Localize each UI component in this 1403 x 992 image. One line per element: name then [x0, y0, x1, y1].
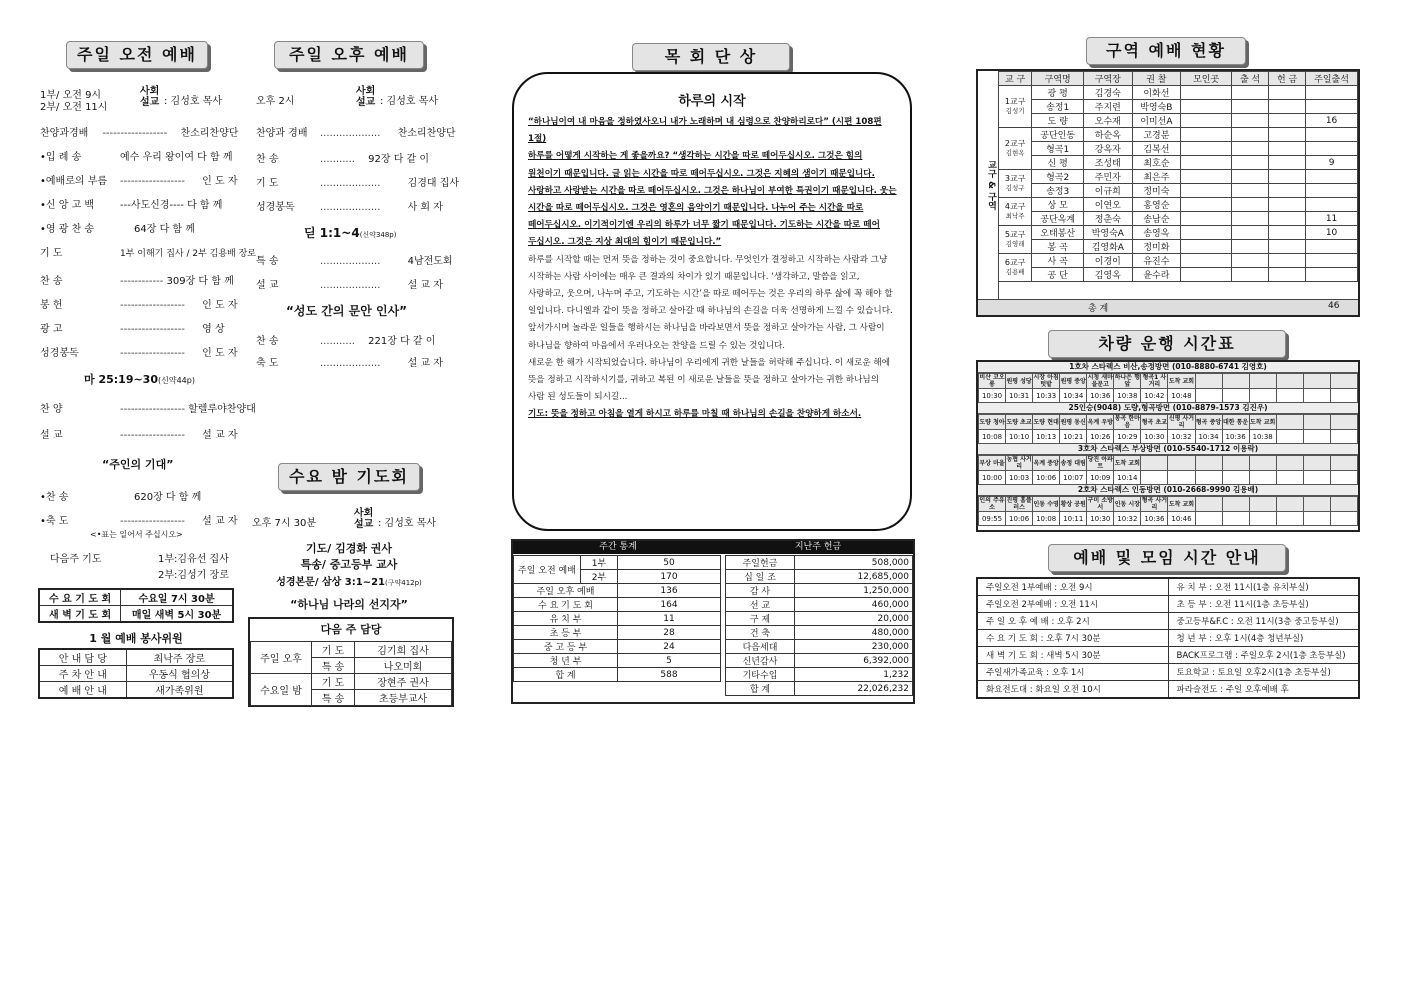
- table-row: 비산 코오롱 원평 성당 시장 아침텃밭 원평 중앙 시청 새마을문고 하나은 행 앞 형곡1 사거리 도착 교회: [979, 374, 1358, 389]
- table-row: 신년감사 6,392,000: [726, 654, 913, 668]
- wednesday-leader-label: 사회 설교: [354, 508, 374, 530]
- afternoon-item: 기 도 ................... 김경대 집사: [256, 178, 460, 189]
- table-row: 신 평 조성태 최호순 9: [999, 156, 1358, 170]
- table-row: 감 사 1,250,000: [726, 584, 913, 598]
- table-row: 4교구 최낙주 상 모 이연오 홍영순: [999, 198, 1358, 212]
- table-row: 2교구 김현옥 공단인동 하순옥 고경분: [999, 128, 1358, 142]
- morning-item: 찬양과경배 ------------------ 찬소리찬양단: [40, 128, 239, 139]
- table-row: 새 벽 기 도 회 매일 새벽 5시 30분: [39, 606, 233, 623]
- afternoon-banner: 주일 오후 예배: [274, 41, 424, 69]
- table-row: 형곡1 강옥자 김복선: [999, 142, 1358, 156]
- pastor-title: 하루의 시작: [678, 94, 746, 109]
- table-header-row: [999, 72, 1358, 86]
- morning-time-1: 1부/ 오전 9시: [40, 90, 102, 101]
- table-row: 초 등 부 28: [514, 626, 721, 640]
- table-row: 도 량 오수재 이미선A 16: [999, 114, 1358, 128]
- wednesday-line: 기도/ 김경화 권사: [305, 542, 393, 555]
- wednesday-banner: 수요 밤 기도회: [278, 463, 420, 491]
- table-row: 부상 마을 농협 사거리 옥계 중앙 송정 대림 당진 아파트 도착 교회: [979, 456, 1358, 471]
- pastor-prayer: 기도: 뜻을 정하고 아침을 열게 하시고 하루를 마칠 때 하나님의 손길을 찬양하게 하소서.: [528, 409, 862, 420]
- table-row: 3교구 김성구 형곡2 주민자 최은주: [999, 170, 1358, 184]
- column-header: 모인곳: [1181, 72, 1232, 86]
- table-row: 건 축 480,000: [726, 626, 913, 640]
- volunteers-table: [38, 648, 234, 699]
- next-week-table: [250, 641, 452, 706]
- pastor-paragraph: 하루를 시작할 때는 먼저 뜻을 정하는 것이 중요합니다. 무엇인가 결정하고 시작하는 사람과 그냥 시작하는 사람 사이에는 매우 큰 결과의 차이가 있기 때문입니다. ‘생각하고, 말씀을 읽고, 사랑하고, 웃으며, 나누며 주고, 기도하는 시간’을 따로 떼어두는 것은 우리의 하루 삶에 꼭 해야 할 일입니다. 다니엘과 같이 뜻을 정하고 살아갈 때 하나님의 손길을 더욱 선명하게 느낄 수 있습니다. 앞서가시며 놀라운 일들을 행하시는 하나님을 바라보면서 뜻을 정하고 살아가는 사람, 그 사람이 하나님을 향하여 마음에서 우러나오는 찬양을 드릴 수 있는 것입니다.: [528, 254, 893, 351]
- table-row: 5교구 김영래 오태봉산 박영숙A 송영옥 10: [999, 226, 1358, 240]
- table-row: 1교구 김성기 광 평 김경숙 이화선: [999, 86, 1358, 100]
- next-prayer-1: 1부:김유선 집사: [158, 554, 229, 565]
- table-row: 주일 오전 예배 1부 50: [514, 556, 721, 570]
- table-row: 특 송 초등부교사: [251, 690, 452, 706]
- vehicle-route-title: 1호차 스타렉스 비산,송정방면 (010-8880-6741 김영호): [978, 362, 1358, 373]
- district-total-row: 총 계 46: [978, 299, 1358, 315]
- pastor-paragraph: 하루를 어떻게 시작하는 게 좋을까요? “생각하는 시간을 따로 떼어두십시오. 그것은 힘의 원천이기 때문입니다. 글 읽는 시간을 따로 떼어두십시오. 그것은 지혜의 샘이기 때문입니다. 사랑하고 사랑받는 시간을 따로 떼어두십시오. 그것은 하나님이 부여한 특권이기 때문입니다. 웃는 시간을 따로 떼어두십시오. 그것은 영혼의 음악이기 때문입니다. 나누어 주는 시간을 따로 떼어두십시오. 이기적이기엔 우리의 하루가 너무 짧기 때문입니다. 기도하는 시간을 따로 떼어 두십시오. 그것은 지상 최대의 힘이기 때문입니다.”: [528, 151, 897, 248]
- table-row: 2부 170: [514, 570, 721, 584]
- next-week-title: 다음 주 담당: [320, 623, 382, 636]
- table-row: 송정3 이규희 정미숙: [999, 184, 1358, 198]
- table-row: 유 치 부 11: [514, 612, 721, 626]
- morning-sermon-title: “주인의 기대”: [102, 458, 174, 471]
- next-prayer-label: 다음주 기도: [50, 554, 102, 565]
- table-row: 안 내 담 당 최낙주 장로: [39, 649, 233, 666]
- table-row: 주일오전 1부예배 : 오전 9시 유 치 부 : 오전 11시(1층 유치부실): [977, 578, 1359, 596]
- table-row: 기타수입 1,232: [726, 668, 913, 682]
- afternoon-item: 성경봉독 ................... 사 회 자: [256, 202, 443, 213]
- prayer-meeting-table: [38, 588, 234, 623]
- morning-item: •예배로의 부름 ------------------ 인 도 자: [40, 176, 238, 187]
- table-row: 화요전도대 : 화요일 오전 10시 파라슬전도 : 주일 오후예배 후: [977, 681, 1359, 699]
- wednesday-line: 성경본문/ 삼상 3:1~21(구약412p): [276, 577, 422, 588]
- afternoon-scripture: 딛 1:1~4(신약348p): [304, 226, 397, 240]
- vehicle-route-table: [978, 496, 1358, 526]
- table-row: 수 요 기 도 회 164: [514, 598, 721, 612]
- afternoon-item: 찬 송 ........... 221장 다 같 이: [256, 336, 436, 347]
- table-row: 주일헌금 508,000: [726, 556, 913, 570]
- pastor-banner: 목 회 단 상: [632, 43, 790, 71]
- table-row: 특 송 나오미회: [251, 658, 452, 674]
- offering-table: [725, 555, 913, 696]
- morning-item: 설 교 ------------------ 설 교 자: [40, 430, 238, 441]
- afternoon-item: 특 송 ................... 4남전도회: [256, 256, 453, 267]
- table-row: 예 배 안 내 새가족위원: [39, 682, 233, 699]
- table-row: 새 벽 기 도 회 : 새벽 5시 30분 BACK프로그램 : 주일오후 2시(1층 초등부실): [977, 647, 1359, 664]
- table-row: 선 교 460,000: [726, 598, 913, 612]
- column-header: 교 구: [999, 72, 1032, 86]
- attendance-table: [513, 555, 721, 682]
- table-row: 주일 오후 기 도 김기희 집사: [251, 642, 452, 658]
- table-row: 주 차 안 내 우동식 협의상: [39, 666, 233, 682]
- morning-banner: 주일 오전 예배: [66, 41, 208, 69]
- table-row: 주일새가족교육 : 오후 1시 토요학교 : 토요일 오후2시(1층 초등부실): [977, 664, 1359, 681]
- table-row: 10:00 10:03 10:06 10:07 10:09 10:14: [979, 471, 1358, 485]
- pastor-paragraph: 새로운 한 해가 시작되었습니다. 하나님이 우리에게 귀한 날들을 허락해 주십니다. 이 새로운 해에 뜻을 정하고 시작하시기를, 귀하고 복된 이 새로운 날들을 뜻을 정하고 살아가는 귀한 하나님의 사람 된 성도들이 되시길...: [528, 357, 891, 403]
- vehicle-route-title: 3호차 스타렉스 부상방면 (010-5540-1712 이용락): [978, 444, 1358, 455]
- afternoon-item: 설 교 ................... 설 교 자: [256, 280, 443, 291]
- afternoon-leader: : 김성호 목사: [380, 96, 439, 107]
- table-row: 수 요 기 도 회 수요일 7시 30분: [39, 589, 233, 606]
- table-row: 주일오전 2부예배 : 오전 11시 초 등 부 : 오전 11시(1층 초등부실): [977, 596, 1359, 613]
- wednesday-leader: : 김성호 목사: [378, 518, 437, 529]
- wednesday-time: 오후 7시 30분: [252, 518, 317, 529]
- stand-note: <•표는 일어서 주십시오>: [90, 530, 183, 539]
- afternoon-time: 오후 2시: [256, 96, 295, 107]
- stats-box: [511, 539, 915, 704]
- morning-item: •찬 송 620장 다 함 께: [40, 492, 202, 503]
- morning-item: 찬 송 ------------ 309장 다 함 께: [40, 276, 234, 287]
- table-row: 09:55 10:06 10:08 10:11 10:30 10:32 10:36 10:46: [979, 512, 1358, 526]
- district-table: [998, 71, 1358, 282]
- vehicle-route-table: [978, 373, 1358, 403]
- table-row: 6교구 김용배 사 곡 이경이 유진수: [999, 254, 1358, 268]
- column-header: 주일출석: [1306, 72, 1358, 86]
- volunteers-title: 1 월 예배 봉사위원: [89, 632, 183, 645]
- table-row: 수 요 기 도 회 : 오후 7시 30분 청 년 부 : 오후 1시(4층 청년부실): [977, 630, 1359, 647]
- morning-item: 광 고 ------------------ 영 상: [40, 324, 225, 335]
- table-row: 합 계 22,026,232: [726, 682, 913, 696]
- morning-item: •영 광 찬 송 64장 다 함 께: [40, 224, 195, 235]
- afternoon-sermon-title: “성도 간의 문안 인사”: [286, 304, 408, 318]
- table-row: 구 제 20,000: [726, 612, 913, 626]
- morning-item: •축 도 ------------------ 설 교 자: [40, 516, 238, 527]
- vehicle-route-title: 2호차 스타렉스 인동방면 (010-2668-9990 김용배): [978, 485, 1358, 496]
- table-row: 십 일 조 12,685,000: [726, 570, 913, 584]
- column-header: 권 찰: [1132, 72, 1181, 86]
- column-header: 헌 금: [1269, 72, 1306, 86]
- table-row: 수요일 밤 기 도 장현주 권사: [251, 674, 452, 690]
- schedule-banner: 예배 및 모임 시간 안내: [1048, 544, 1286, 572]
- wednesday-line: 특송/ 중고등부 교사: [300, 558, 398, 571]
- morning-scripture: 마 25:19~30(신약44p): [84, 373, 195, 386]
- table-row: 합 계 588: [514, 668, 721, 682]
- next-week-box: [248, 617, 454, 707]
- table-row: 10:08 10:10 10:13 10:21 10:26 10:29 10:30 10:32 10:34 10:36 10:38: [979, 430, 1358, 444]
- next-prayer-2: 2부:김성기 장로: [158, 570, 229, 581]
- pastor-column: [512, 72, 912, 531]
- district-banner: 구역 예배 현황: [1086, 37, 1246, 65]
- district-side-label: 교구 & 구역: [978, 71, 999, 299]
- afternoon-item: 찬양과 경배 ................... 찬소리찬양단: [256, 128, 456, 139]
- table-row: 청 년 부 5: [514, 654, 721, 668]
- wednesday-sermon-title: “하나님 나라의 선지자”: [290, 598, 408, 611]
- pastor-text: [528, 114, 898, 424]
- vehicle-route-table: [978, 455, 1358, 485]
- table-row: 공단옥계 정춘숙 송남순 11: [999, 212, 1358, 226]
- afternoon-item: 찬 송 ........... 92장 다 같 이: [256, 154, 430, 165]
- table-row: 주일 오후 예배 136: [514, 584, 721, 598]
- afternoon-item: 축 도 ................... 설 교 자: [256, 358, 443, 369]
- vehicle-route-title: 25인승(9048) 도량,형곡방면 (010-8879-1573 김진우): [978, 403, 1358, 414]
- vehicle-route-table: [978, 414, 1358, 444]
- column-header: 구역장: [1084, 72, 1133, 86]
- table-row: 공 단 김영옥 윤수라: [999, 268, 1358, 282]
- morning-item: •신 앙 고 백 ---사도신경---- 다 함 께: [40, 200, 223, 211]
- morning-leader-label: 사회 설교: [140, 86, 160, 108]
- table-row: 10:30 10:31 10:33 10:34 10:36 10:38 10:42 10:48: [979, 389, 1358, 403]
- offering-title: 지난주 헌금: [723, 541, 913, 554]
- afternoon-leader-label: 사회 설교: [356, 86, 376, 108]
- column-header: 출 석: [1232, 72, 1269, 86]
- morning-item: 봉 헌 ------------------ 인 도 자: [40, 300, 238, 311]
- column-header: 구역명: [1032, 72, 1084, 86]
- table-row: 봉 곡 김영화A 정미화: [999, 240, 1358, 254]
- pastor-verse: “하나님이여 내 마음을 정하였사오니 내가 노래하며 내 심령으로 찬양하리로다” (시편 108편 1절): [528, 117, 882, 145]
- attendance-title: 주간 통계: [513, 541, 723, 554]
- schedule-table: [976, 577, 1360, 699]
- table-row: 중 고 등 부 24: [514, 640, 721, 654]
- morning-item: •입 례 송 예수 우리 왕이여 다 함 께: [40, 152, 233, 163]
- table-row: 송정1 주지련 박영숙B: [999, 100, 1358, 114]
- district-box: [976, 69, 1360, 317]
- morning-item: 성경봉독 ------------------ 인 도 자: [40, 348, 238, 359]
- table-row: 주 일 오 후 예 배 : 오후 2시 중고등부&F.C : 오전 11시(3층 중고등부실): [977, 613, 1359, 630]
- table-row: 다음세대 230,000: [726, 640, 913, 654]
- vehicle-box: [976, 360, 1360, 532]
- vehicle-banner: 차량 운행 시간표: [1048, 330, 1286, 358]
- morning-leader: : 김성호 목사: [164, 96, 223, 107]
- table-row: 인의 주유소 진평 홈플러스 인동 수영 황상 공원 구미 소방서 인동 시장 형곡 사거리 도착 교회: [979, 497, 1358, 512]
- morning-item: 찬 양 ------------------ 할렐루야찬양대: [40, 404, 256, 415]
- morning-time-2: 2부/ 오전 11시: [40, 102, 108, 113]
- table-row: 도량 청아 도량 초교 도량 현대 원평 동신 옥계 우방 봉곡 한마음 형곡 초교 신평 사거리 형곡 중앙 대한 통운 도착 교회: [979, 415, 1358, 430]
- morning-item: 기 도 1부 이해기 집사 / 2부 김용배 장로: [40, 248, 256, 259]
